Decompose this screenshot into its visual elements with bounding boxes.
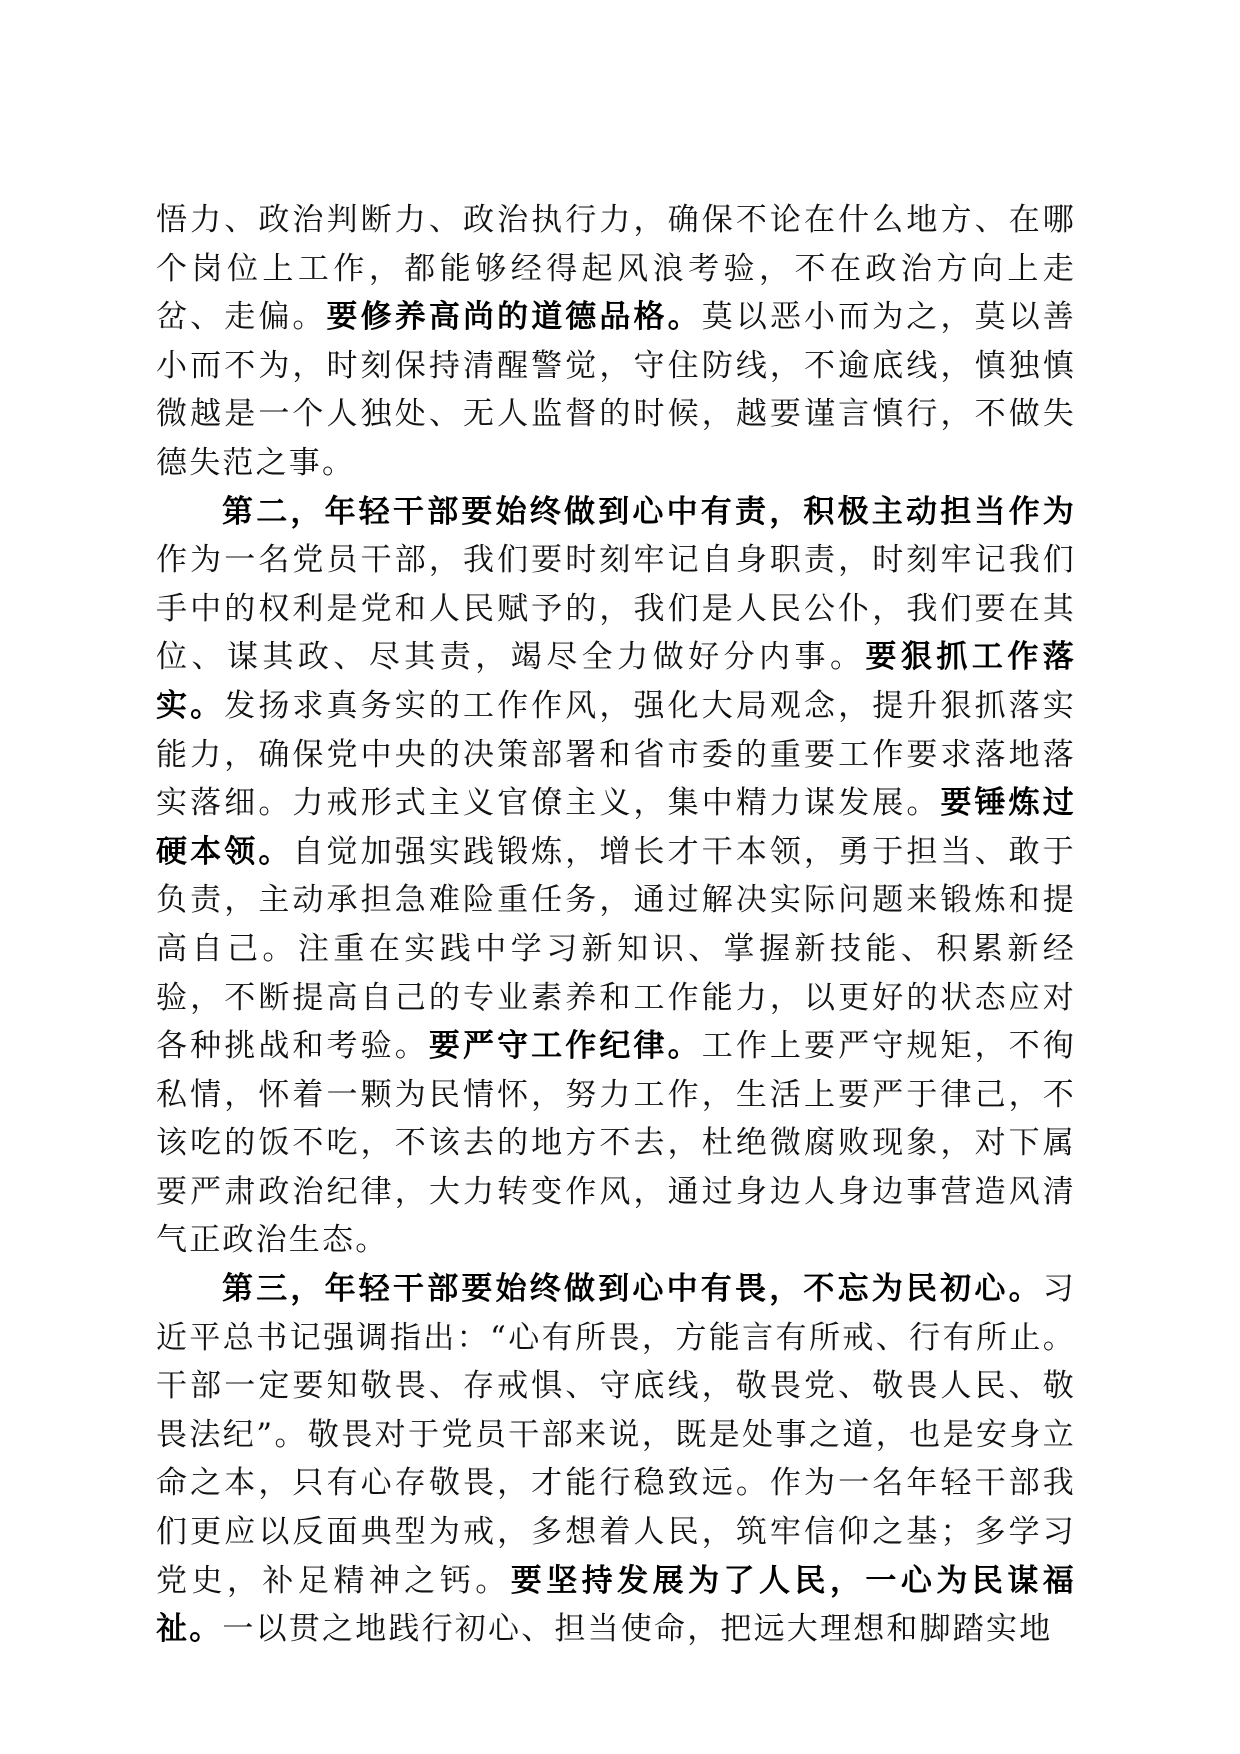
bold-heading-segment: 要严守工作纪律。 bbox=[428, 1028, 702, 1065]
section-heading: 第二，年轻干部要始终做到心中有责，积极主动担当作为 bbox=[222, 493, 1076, 530]
bold-heading-segment: 要坚持发展为了人民，一心为民谋福祉。 bbox=[156, 1562, 1076, 1648]
paragraph-1 bbox=[156, 196, 1076, 488]
text-segment: 作为一名党员干部，我们要时刻牢记自身职责，时刻牢记我们手中的权利是党和人民赋予的，我们是人民公仆，我们要在其位、谋其政、尽其责，竭尽全力做好分内事。 bbox=[156, 542, 1076, 676]
text-segment: 悟力、政治判断力、政治执行力，确保不论在什么地方、在哪个岗位上工作，都能够经得起风浪考验，不在政治方向上走岔、走偏。 bbox=[156, 202, 1076, 336]
text-segment: 发扬求真务实的工作作风，强化大局观念，提升狠抓落实能力，确保党中央的决策部署和省市委的重要工作要求落地落实落细。力戒形式主义官僚主义，集中精力谋发展。 bbox=[156, 687, 1076, 822]
bold-heading-segment: 要锤炼过硬本领。 bbox=[156, 785, 1076, 870]
section-heading: 第三，年轻干部要始终做到心中有畏，不忘为民初心。 bbox=[222, 1271, 1043, 1308]
bold-heading-segment: 要修养高尚的道德品格。 bbox=[326, 299, 702, 336]
text-segment: 工作上要严守规矩，不徇私情，怀着一颗为民情怀，努力工作，生活上要严于律己，不该吃的饭不吃，不该去的地方不去，杜绝微腐败现象，对下属要严肃政治纪律，大力转变作风，通过身边人身边事营造风清气正政治生态。 bbox=[156, 1028, 1076, 1259]
paragraph-2 bbox=[156, 488, 1076, 1266]
text-segment: 自觉加强实践锻炼，增长才干本领，勇于担当、敢于负责，主动承担急难险重任务，通过解决实际问题来锻炼和提高自己。注重在实践中学习新知识、掌握新技能、积累新经验，不断提高自己的专业素养和工作能力，以更好的状态应对各种挑战和考验。 bbox=[156, 833, 1076, 1065]
document-body bbox=[156, 196, 1076, 1654]
text-segment: 一以贯之地践行初心、担当使命，把远大理想和脚踏实地 bbox=[222, 1611, 1053, 1648]
paragraph-3 bbox=[156, 1265, 1076, 1654]
text-segment: 习近平总书记强调指出：“心有所畏，方能言有所戒、行有所止。干部一定要知敬畏、存戒惧、守底线，敬畏党、敬畏人民、敬畏法纪”。敬畏对于党员干部来说，既是处事之道，也是安身立命之本，只有心存敬畏，才能行稳致远。作为一名年轻干部我们更应以反面典型为戒，多想着人民，筑牢信仰之基；多学习党史，补足精神之钙。 bbox=[156, 1271, 1076, 1599]
text-segment: 莫以恶小而为之，莫以善小而不为，时刻保持清醒警觉，守住防线，不逾底线，慎独慎微越是一个人独处、无人监督的时候，越要谨言慎行，不做失德失范之事。 bbox=[156, 299, 1077, 481]
bold-heading-segment: 要狠抓工作落实。 bbox=[156, 639, 1076, 724]
